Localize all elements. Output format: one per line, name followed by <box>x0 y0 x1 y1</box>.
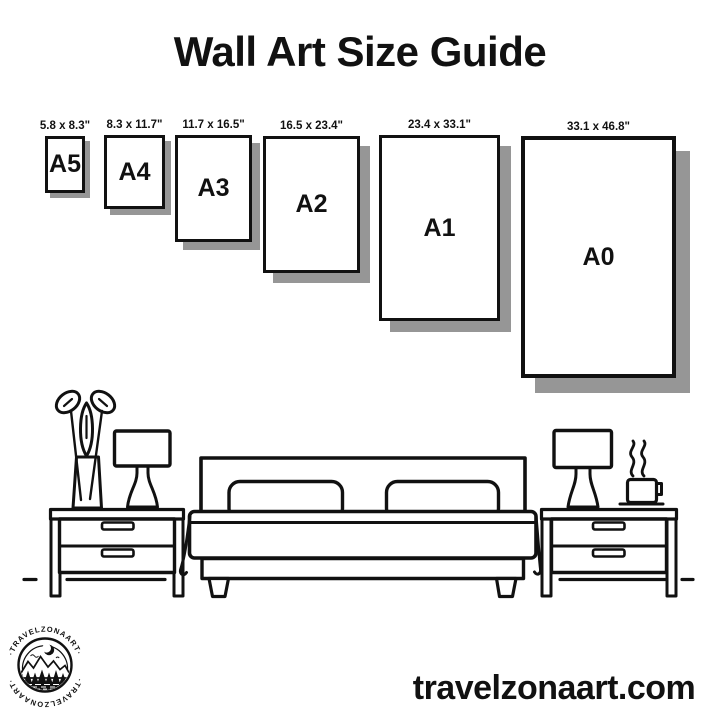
size-dimension-label: 8.3 x 11.7" <box>106 119 163 131</box>
nightstand-icon <box>542 510 677 597</box>
size-frame-name: A3 <box>197 174 230 202</box>
size-frame-a0 <box>521 121 676 378</box>
size-frame-name: A0 <box>582 242 615 271</box>
size-dimension-label: 33.1 x 46.8" <box>566 121 631 133</box>
brand-logo-icon <box>2 621 90 709</box>
page-title: Wall Art Size Guide <box>173 28 547 75</box>
size-frame-a4 <box>104 119 165 209</box>
size-frame-a3 <box>175 119 252 242</box>
size-frame-a1 <box>379 119 500 321</box>
size-frame-a2 <box>263 120 360 273</box>
table-lamp-icon <box>115 431 171 507</box>
logo-text-bottom: ·TRAVELZONAART· <box>5 677 85 709</box>
nightstand-icon <box>51 510 184 597</box>
size-dimension-label: 23.4 x 33.1" <box>407 119 472 131</box>
website-url: travelzonaart.com <box>412 669 696 707</box>
bedroom-illustration <box>20 385 700 600</box>
size-dimension-label: 11.7 x 16.5" <box>182 119 245 131</box>
size-frame-name: A1 <box>423 213 456 242</box>
size-dimension-label: 5.8 x 8.3" <box>39 120 91 132</box>
size-frame-name: A2 <box>295 190 328 218</box>
table-lamp-icon <box>554 431 612 508</box>
size-frame-name: A4 <box>118 157 151 186</box>
size-frame-a5 <box>39 120 91 193</box>
logo-text-top: ·TRAVELZONAART· <box>6 624 84 657</box>
size-frame-name: A5 <box>49 150 81 178</box>
coffee-cup-icon <box>620 441 663 504</box>
size-dimension-label: 16.5 x 23.4" <box>279 120 344 132</box>
bed-icon <box>180 458 540 597</box>
potted-plant-icon <box>52 387 119 508</box>
